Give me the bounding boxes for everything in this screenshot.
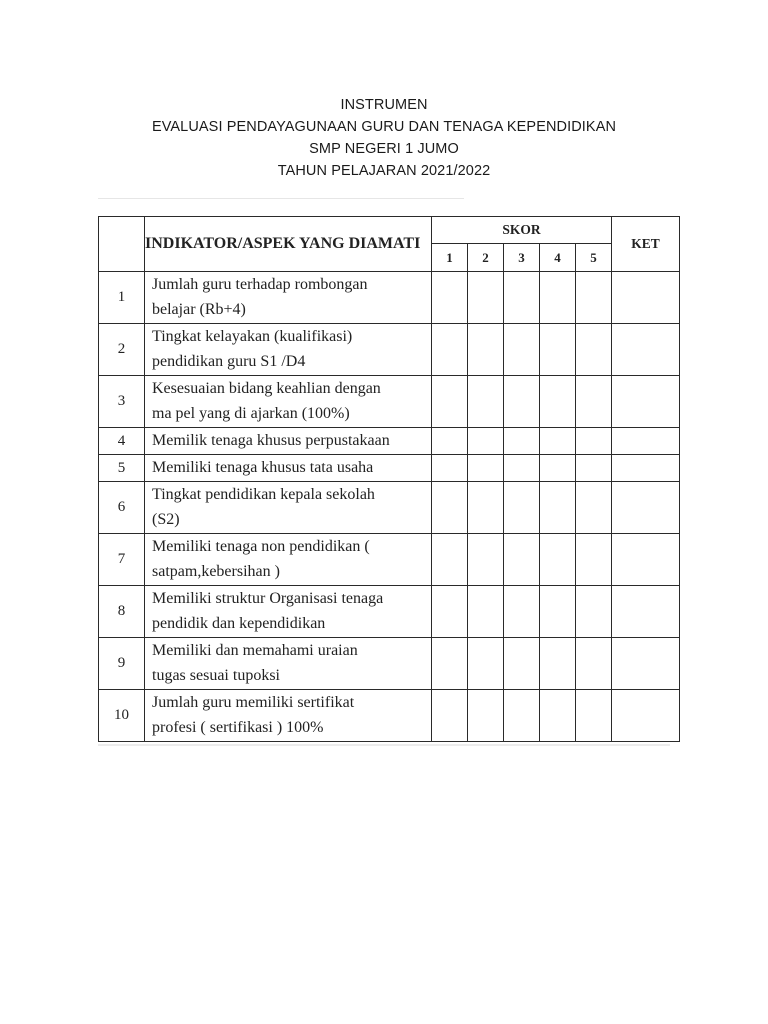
score-cell[interactable] bbox=[576, 324, 612, 376]
score-cell[interactable] bbox=[468, 482, 504, 534]
score-cell[interactable] bbox=[432, 376, 468, 428]
indicator-line: Tingkat pendidikan kepala sekolah bbox=[152, 486, 375, 503]
score-cell[interactable] bbox=[540, 482, 576, 534]
header-no-cell bbox=[99, 217, 145, 272]
indicator-cell bbox=[145, 482, 432, 534]
score-cell[interactable] bbox=[432, 324, 468, 376]
score-cell[interactable] bbox=[504, 324, 540, 376]
table-row bbox=[99, 482, 680, 534]
row-number: 6 bbox=[99, 482, 145, 534]
divider-line bbox=[98, 198, 464, 199]
ket-cell[interactable] bbox=[612, 534, 680, 586]
score-cell[interactable] bbox=[576, 272, 612, 324]
table-row bbox=[99, 324, 680, 376]
score-col-1: 1 bbox=[432, 244, 468, 272]
score-cell[interactable] bbox=[468, 534, 504, 586]
score-col-3: 3 bbox=[504, 244, 540, 272]
score-cell[interactable] bbox=[468, 376, 504, 428]
score-cell[interactable] bbox=[432, 586, 468, 638]
indicator-line: Jumlah guru terhadap rombongan bbox=[152, 276, 368, 293]
ket-cell[interactable] bbox=[612, 428, 680, 455]
title-line-2: EVALUASI PENDAYAGUNAAN GURU DAN TENAGA KEPENDIDIKAN bbox=[151, 119, 617, 135]
ket-cell[interactable] bbox=[612, 376, 680, 428]
score-cell[interactable] bbox=[468, 638, 504, 690]
indicator-line: Tingkat kelayakan (kualifikasi) bbox=[152, 328, 353, 345]
indicator-cell bbox=[145, 534, 432, 586]
title-line-1: INSTRUMEN bbox=[340, 97, 428, 113]
score-cell[interactable] bbox=[504, 482, 540, 534]
indicator-cell bbox=[145, 638, 432, 690]
score-cell[interactable] bbox=[576, 455, 612, 482]
score-cell[interactable] bbox=[540, 638, 576, 690]
score-cell[interactable] bbox=[468, 272, 504, 324]
score-cell[interactable] bbox=[576, 690, 612, 742]
score-cell[interactable] bbox=[468, 324, 504, 376]
score-cell[interactable] bbox=[576, 586, 612, 638]
indicator-line: (S2) bbox=[152, 510, 180, 528]
score-cell[interactable] bbox=[576, 482, 612, 534]
table-row bbox=[99, 638, 680, 690]
row-number: 8 bbox=[99, 586, 145, 638]
table-row bbox=[99, 586, 680, 638]
score-cell[interactable] bbox=[540, 376, 576, 428]
score-cell[interactable] bbox=[468, 428, 504, 455]
document-title bbox=[0, 94, 768, 182]
indicator-line: satpam,kebersihan ) bbox=[152, 562, 280, 580]
row-number: 4 bbox=[99, 428, 145, 455]
score-cell[interactable] bbox=[468, 455, 504, 482]
score-cell[interactable] bbox=[432, 428, 468, 455]
header-indicator: INDIKATOR/ASPEK YANG DIAMATI bbox=[145, 217, 432, 272]
score-cell[interactable] bbox=[540, 586, 576, 638]
indicator-cell bbox=[145, 324, 432, 376]
ket-cell[interactable] bbox=[612, 690, 680, 742]
indicator-line: profesi ( sertifikasi ) 100% bbox=[152, 718, 324, 736]
table-bottom-edge bbox=[98, 744, 670, 746]
ket-cell[interactable] bbox=[612, 482, 680, 534]
ket-cell[interactable] bbox=[612, 638, 680, 690]
score-cell[interactable] bbox=[432, 638, 468, 690]
score-cell[interactable] bbox=[504, 534, 540, 586]
score-col-2: 2 bbox=[468, 244, 504, 272]
table-row bbox=[99, 272, 680, 324]
title-line-3: SMP NEGERI 1 JUMO bbox=[309, 141, 459, 157]
indicator-line: Memiliki struktur Organisasi tenaga bbox=[152, 590, 384, 607]
indicator-cell bbox=[145, 272, 432, 324]
header-skor: SKOR bbox=[432, 217, 612, 244]
row-number: 5 bbox=[99, 455, 145, 482]
score-cell[interactable] bbox=[576, 376, 612, 428]
ket-cell[interactable] bbox=[612, 324, 680, 376]
indicator-line: Memilik tenaga khusus perpustakaan bbox=[152, 431, 390, 449]
indicator-line: Jumlah guru memiliki sertifikat bbox=[152, 694, 355, 711]
row-number: 7 bbox=[99, 534, 145, 586]
indicator-line: belajar (Rb+4) bbox=[152, 300, 246, 318]
row-number: 9 bbox=[99, 638, 145, 690]
indicator-cell bbox=[145, 428, 432, 455]
title-line-4: TAHUN PELAJARAN 2021/2022 bbox=[277, 163, 491, 179]
score-cell[interactable] bbox=[504, 428, 540, 455]
row-number: 2 bbox=[99, 324, 145, 376]
score-cell[interactable] bbox=[540, 534, 576, 586]
ket-cell[interactable] bbox=[612, 272, 680, 324]
evaluation-table bbox=[98, 216, 680, 742]
ket-cell[interactable] bbox=[612, 586, 680, 638]
score-cell[interactable] bbox=[540, 690, 576, 742]
score-cell[interactable] bbox=[540, 324, 576, 376]
score-col-4: 4 bbox=[540, 244, 576, 272]
score-cell[interactable] bbox=[576, 534, 612, 586]
score-cell[interactable] bbox=[432, 690, 468, 742]
score-cell[interactable] bbox=[504, 376, 540, 428]
score-cell[interactable] bbox=[504, 690, 540, 742]
score-cell[interactable] bbox=[432, 272, 468, 324]
indicator-line: Memiliki tenaga non pendidikan ( bbox=[152, 538, 370, 555]
indicator-cell bbox=[145, 455, 432, 482]
row-number: 3 bbox=[99, 376, 145, 428]
indicator-line: pendidik dan kependidikan bbox=[152, 614, 326, 632]
header-ket: KET bbox=[612, 217, 680, 272]
indicator-cell bbox=[145, 690, 432, 742]
indicator-line: Memiliki dan memahami uraian bbox=[152, 642, 358, 659]
indicator-line: pendidikan guru S1 /D4 bbox=[152, 352, 306, 370]
score-cell[interactable] bbox=[504, 638, 540, 690]
table-row bbox=[99, 690, 680, 742]
score-cell[interactable] bbox=[540, 428, 576, 455]
indicator-line: tugas sesuai tupoksi bbox=[152, 666, 280, 684]
score-cell[interactable] bbox=[540, 272, 576, 324]
score-cell[interactable] bbox=[576, 638, 612, 690]
table-row bbox=[99, 428, 680, 455]
ket-cell[interactable] bbox=[612, 455, 680, 482]
score-cell[interactable] bbox=[504, 586, 540, 638]
row-number: 1 bbox=[99, 272, 145, 324]
score-col-5: 5 bbox=[576, 244, 612, 272]
score-cell[interactable] bbox=[504, 455, 540, 482]
indicator-cell bbox=[145, 376, 432, 428]
score-cell[interactable] bbox=[468, 586, 504, 638]
indicator-line: Memiliki tenaga khusus tata usaha bbox=[152, 458, 374, 476]
score-cell[interactable] bbox=[432, 482, 468, 534]
row-number: 10 bbox=[99, 690, 145, 742]
score-cell[interactable] bbox=[432, 455, 468, 482]
score-cell[interactable] bbox=[504, 272, 540, 324]
table-row bbox=[99, 534, 680, 586]
score-cell[interactable] bbox=[432, 534, 468, 586]
indicator-line: Kesesuaian bidang keahlian dengan bbox=[152, 380, 381, 397]
score-cell[interactable] bbox=[468, 690, 504, 742]
table-row bbox=[99, 376, 680, 428]
score-cell[interactable] bbox=[540, 455, 576, 482]
score-cell[interactable] bbox=[576, 428, 612, 455]
table-row bbox=[99, 455, 680, 482]
indicator-cell bbox=[145, 586, 432, 638]
indicator-line: ma pel yang di ajarkan (100%) bbox=[152, 404, 350, 422]
